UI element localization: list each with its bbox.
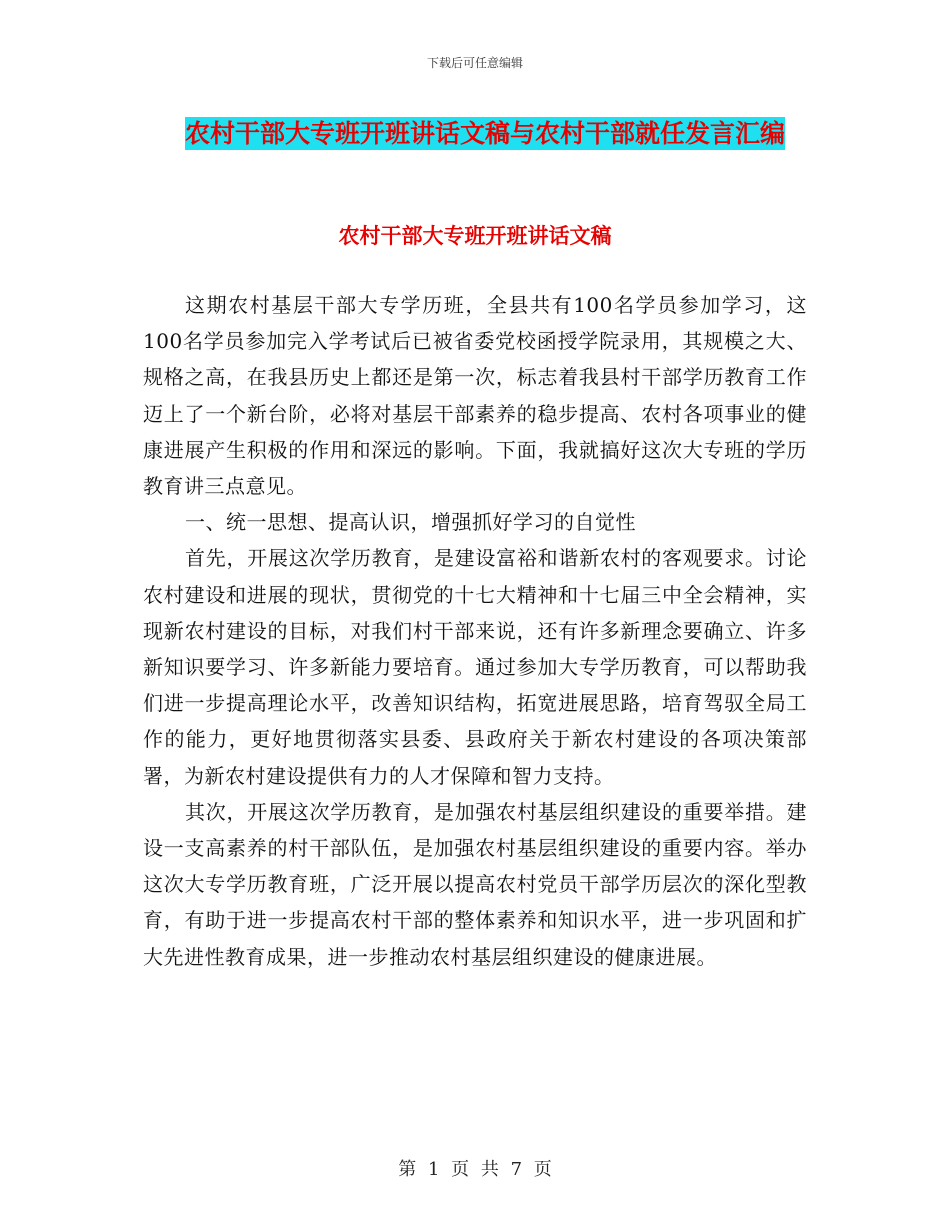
paragraph: 首先，开展这次学历教育，是建设富裕和谐新农村的客观要求。讨论 农村建设和进展的现状，贯彻党的十七大精神和十七届三中全会精神，实现新农村建设的目标，对我们村干部来说，还有许多新理念要确立、许多新知识要学习、许多新能力要培育。通过参加大专学历教育，可以帮助我们进一步提高理论水平，改善知识结构，拓宽进展思路，培育驾驭全局工作的能力，更好地贯彻落实县委、县政府关于新农村建设的各项决策部署，为新农村建设提供有力的人才保障和智力支持。	[143, 546, 807, 788]
header-note: 下载后可任意编辑	[426, 56, 523, 70]
paragraph: 一、统一思想、提高认识，增强抓好学习的自觉性	[185, 510, 636, 535]
document-title	[150, 112, 820, 156]
page-number: 第 1 页 共 7 页	[398, 1159, 552, 1180]
paragraph: 这期农村基层干部大专学历班，全县共有100名学员参加学习，这100名学员参加完入学考试后已被省委党校函授学院录用，其规模之大、规格之高，在我县历史上都还是第一次，标志着我县村干部学历教育工作迈上了一个新台阶，必将对基层干部素养的稳步提高、农村各项事业的健康进展产生积极的作用和深远的影响。下面，我就搞好这次大专班的学历教育讲三点意见。	[143, 293, 807, 499]
paragraph: 其次，开展这次学历教育，是加强农村基层组织建设的重要举措。建设一支高素养的村干部队伍，是加强农村基层组织建设的重要内容。举办这次大专学历教育班，广泛开展以提高农村党员干部学历层次的深化型教育，有助于进一步提高农村干部的整体素养和知识水平，进一步巩固和扩大先进性教育成果，进一步推动农村基层组织建设的健康进展。	[143, 799, 807, 969]
body-text	[143, 287, 807, 975]
document-title-text: 农村干部大专班开班讲话文稿与农村干部就任发言汇编	[184, 119, 785, 148]
section-title: 农村干部大专班开班讲话文稿	[338, 224, 612, 248]
